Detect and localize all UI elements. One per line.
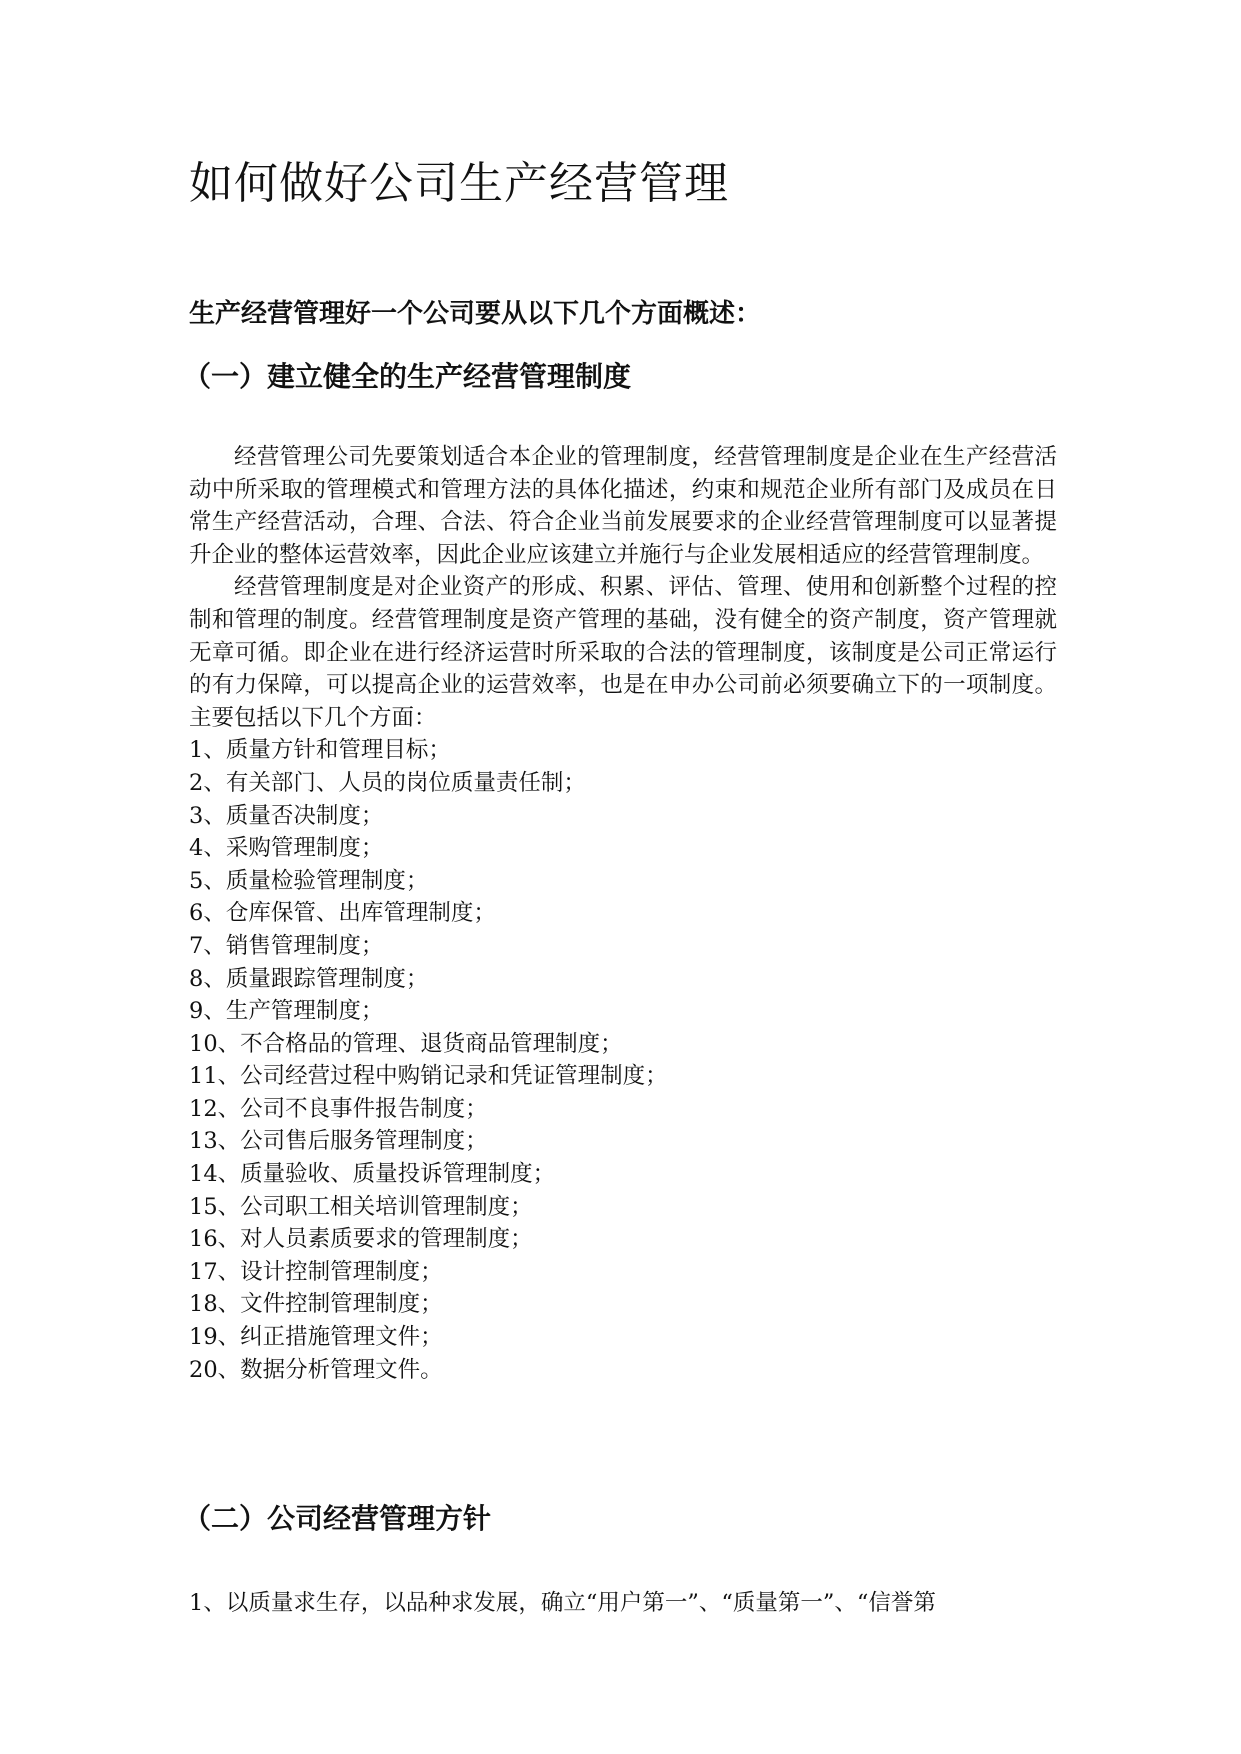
list-item: 16、对人员素质要求的管理制度； xyxy=(189,1226,533,1253)
list-item: 7、销售管理制度； xyxy=(189,932,384,959)
list-item: 17、设计控制管理制度； xyxy=(189,1258,443,1285)
list-item: 13、公司售后服务管理制度； xyxy=(189,1128,488,1155)
list-item: 18、文件控制管理制度； xyxy=(189,1291,443,1318)
regulation-list xyxy=(189,734,1057,1386)
list-item: 1、质量方针和管理目标； xyxy=(189,737,451,764)
document-subtitle: 生产经营管理好一个公司要从以下几个方面概述： xyxy=(189,299,762,329)
paragraph: 经营管理制度是对企业资产的形成、积累、评估、管理、使用和创新整个过程的控制和管理的制度。经营管理制度是资产管理的基础，没有健全的资产制度，资产管理就无章可循。即企业在进行经济运营时所采取的合法的管理制度，该制度是公司正常运行的有力保障，可以提高企业的运营效率，也是在申办公司前必须要确立下的一项制度。主要包括以下几个方面： xyxy=(189,574,1057,731)
list-item: 14、质量验收、质量投诉管理制度； xyxy=(189,1161,556,1188)
list-item: 2、有关部门、人员的岗位质量责任制； xyxy=(189,769,586,796)
section-2-line: 1、以质量求生存，以品种求发展，确立“用户第一”、“质量第一”、“信誉第 xyxy=(189,1590,936,1616)
section-2-heading: （二）公司经营管理方针 xyxy=(183,1502,492,1535)
list-item: 4、采购管理制度； xyxy=(189,835,384,862)
list-item: 3、质量否决制度； xyxy=(189,802,384,829)
list-item: 6、仓库保管、出库管理制度； xyxy=(189,900,496,927)
section-1-heading: （一）建立健全的生产经营管理制度 xyxy=(183,360,632,393)
list-item: 5、质量检验管理制度； xyxy=(189,867,429,894)
list-item: 12、公司不良事件报告制度； xyxy=(189,1095,488,1122)
list-item: 15、公司职工相关培训管理制度； xyxy=(189,1193,533,1220)
paragraph: 经营管理公司先要策划适合本企业的管理制度，经营管理制度是企业在生产经营活动中所采取的管理模式和管理方法的具体化描述，约束和规范企业所有部门及成员在日常生产经营活动，合理、合法、符合企业当前发展要求的企业经营管理制度可以显著提升企业的整体运营效率，因此企业应该建立并施行与企业发展相适应的经营管理制度。 xyxy=(189,444,1057,568)
list-item: 20、数据分析管理文件。 xyxy=(189,1356,443,1383)
section-1-body xyxy=(189,441,1057,1386)
list-item: 9、生产管理制度； xyxy=(189,998,384,1025)
document-title: 如何做好公司生产经营管理 xyxy=(189,158,729,209)
list-item: 11、公司经营过程中购销记录和凭证管理制度； xyxy=(189,1063,668,1090)
list-item: 19、纠正措施管理文件； xyxy=(189,1324,443,1351)
list-item: 10、不合格品的管理、退货商品管理制度； xyxy=(189,1030,623,1057)
list-item: 8、质量跟踪管理制度； xyxy=(189,965,429,992)
